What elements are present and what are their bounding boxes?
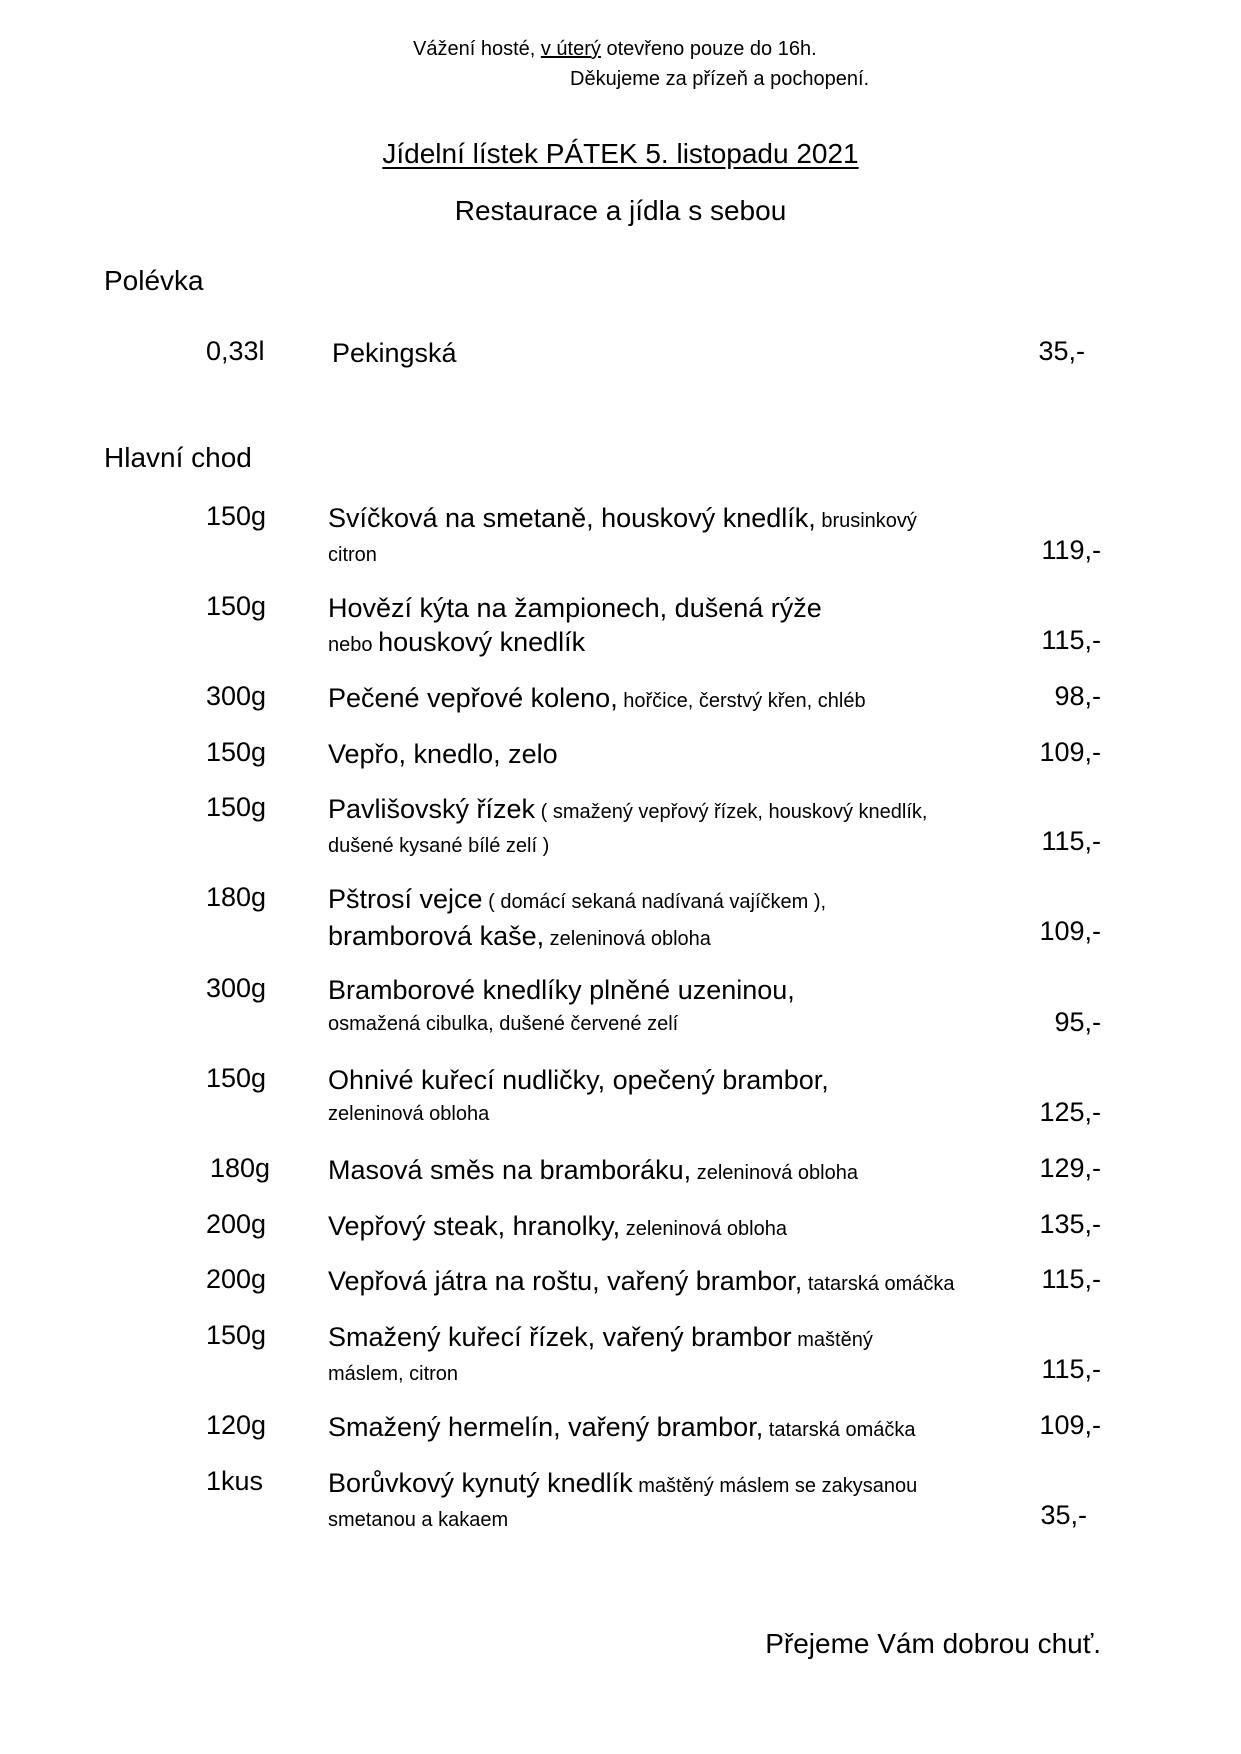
- item-quantity: 150g: [206, 591, 267, 621]
- item-side-text: maštěný: [791, 1329, 873, 1351]
- item-quantity: 150g: [206, 501, 267, 531]
- item-price: 115,-: [1041, 625, 1101, 655]
- item-main-text: Bramborové knedlíky plněné uzeninou,: [328, 975, 795, 1005]
- item-second-line: dušené kysané bílé zelí ): [328, 835, 550, 857]
- item-main-text: Hovězí kýta na žampionech, dušená rýže: [328, 593, 822, 623]
- item-name: [328, 1209, 1028, 1246]
- item-price: 109,-: [1039, 737, 1101, 767]
- menu-title: Jídelní lístek PÁTEK 5. listopadu 2021: [382, 138, 859, 169]
- item-second-line: osmažená cibulka, dušené červené zelí: [328, 1013, 679, 1035]
- notice-line-1: [413, 34, 817, 64]
- item-main-text: Pštrosí vejce: [328, 884, 483, 914]
- item-quantity: 120g: [206, 1410, 267, 1440]
- item-name: [328, 792, 1028, 863]
- item-price: 95,-: [1054, 1007, 1101, 1037]
- notice-line-2: Děkujeme za přízeň a pochopení.: [570, 68, 870, 90]
- item-side-text: ( smažený vepřový řízek, houskový knedlík,: [535, 801, 928, 823]
- item-name: [328, 882, 1028, 956]
- item-side-text: ( domácí sekaná nadívaná vajíčkem ),: [482, 891, 827, 913]
- item-price: 115,-: [1041, 826, 1101, 856]
- item-side-text: maštěný máslem se zakysanou: [632, 1475, 918, 1497]
- item-name: [328, 681, 1028, 718]
- menu-subtitle: Restaurace a jídla s sebou: [454, 195, 787, 226]
- item-side-text: zeleninová obloha: [620, 1218, 787, 1240]
- item-name: [328, 501, 1028, 572]
- item-name: [328, 1063, 1028, 1131]
- item-price: 129,-: [1039, 1153, 1101, 1183]
- section-heading-main: Hlavní chod: [104, 442, 252, 473]
- item-name: [328, 1320, 1028, 1391]
- item-main-text: Ohnivé kuřecí nudličky, opečený brambor,: [328, 1065, 829, 1095]
- item-side-text: hořčice, čerstvý křen, chléb: [617, 690, 866, 712]
- item-quantity: 150g: [206, 792, 267, 822]
- item-quantity: 300g: [206, 681, 267, 711]
- item-name: [328, 1410, 1028, 1447]
- item-main-text: Pečené vepřové koleno,: [328, 683, 618, 713]
- item-price: 109,-: [1039, 916, 1101, 946]
- item-main-text-2: houskový knedlík: [378, 627, 586, 657]
- item-price: 35,-: [1038, 336, 1085, 366]
- item-name: Pekingská: [332, 338, 457, 368]
- item-quantity: 150g: [206, 737, 267, 767]
- item-quantity: 1kus: [206, 1466, 264, 1496]
- item-price: 115,-: [1041, 1264, 1101, 1294]
- item-name: [328, 973, 1028, 1041]
- item-second-line: [328, 625, 1028, 662]
- item-second-line: smetanou a kakaem: [328, 1509, 509, 1531]
- item-side-text: zeleninová obloha: [691, 1162, 858, 1184]
- item-main-text: Smažený kuřecí řízek, vařený brambor: [328, 1322, 792, 1352]
- item-quantity: 150g: [206, 1320, 267, 1350]
- item-quantity: 180g: [206, 882, 267, 912]
- item-side-text: tatarská omáčka: [763, 1419, 916, 1441]
- item-quantity: 200g: [206, 1209, 267, 1239]
- item-name: [328, 1264, 1048, 1301]
- closing-wish: Přejeme Vám dobrou chuť.: [765, 1628, 1101, 1659]
- item-second-line: [328, 919, 1028, 956]
- item-second-line: citron: [328, 544, 377, 566]
- item-main-text-2: bramborová kaše,: [328, 921, 545, 951]
- item-side-text-2: zeleninová obloha: [544, 928, 711, 950]
- item-quantity: 150g: [206, 1063, 267, 1093]
- item-price: 135,-: [1039, 1209, 1101, 1239]
- item-price: 35,-: [1040, 1500, 1087, 1530]
- item-quantity: 0,33l: [206, 336, 265, 366]
- notice-text-post: otevřeno pouze do 16h.: [600, 38, 817, 60]
- item-price: 119,-: [1041, 535, 1101, 565]
- item-price: 98,-: [1054, 681, 1101, 711]
- section-heading-soup: Polévka: [104, 265, 204, 296]
- item-name: [328, 591, 1028, 662]
- item-second-line: zeleninová obloha: [328, 1103, 490, 1125]
- item-name: [328, 1466, 1028, 1537]
- item-side-text: brusinkový: [815, 510, 917, 532]
- item-main-text: Vepřový steak, hranolky,: [328, 1211, 621, 1241]
- item-name: [328, 737, 1028, 771]
- item-second-line: máslem, citron: [328, 1363, 459, 1385]
- item-side-text: nebo: [328, 634, 379, 656]
- item-price: 125,-: [1039, 1097, 1101, 1127]
- item-side-text: tatarská omáčka: [802, 1273, 955, 1295]
- item-main-text: Masová směs na bramboráku,: [328, 1155, 692, 1185]
- item-quantity: 300g: [206, 973, 267, 1003]
- item-main-text: Vepřová játra na roštu, vařený brambor,: [328, 1266, 803, 1296]
- item-quantity: 200g: [206, 1264, 267, 1294]
- item-main-text: Svíčková na smetaně, houskový knedlík,: [328, 503, 816, 533]
- item-main-text: Vepřo, knedlo, zelo: [328, 739, 558, 769]
- item-quantity: 180g: [210, 1153, 271, 1183]
- item-main-text: Smažený hermelín, vařený brambor,: [328, 1412, 764, 1442]
- item-main-text: Pavlišovský řízek: [328, 794, 536, 824]
- item-price: 115,-: [1041, 1354, 1101, 1384]
- notice-underlined-day: v úterý: [540, 38, 601, 60]
- notice-text-pre: Vážení hosté,: [413, 38, 541, 60]
- item-main-text: Borůvkový kynutý knedlík: [328, 1468, 633, 1498]
- item-price: 109,-: [1039, 1410, 1101, 1440]
- item-name: [328, 1153, 1028, 1190]
